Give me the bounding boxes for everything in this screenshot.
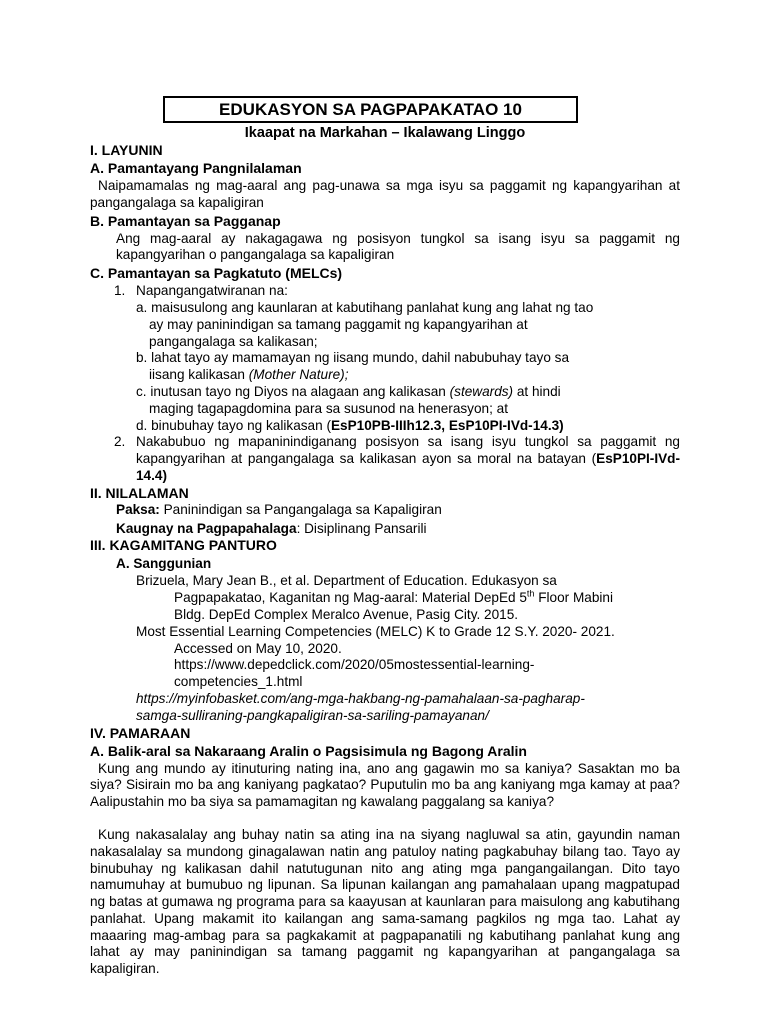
- reference-text: Pagpapakatao, Kaganitan ng Mag-aaral: Material DepEd 5: [174, 590, 527, 606]
- sub-item-text: c. inutusan tayo ng Diyos na alagaan ang kalikasan: [136, 383, 446, 399]
- kaugnay-value: : Disiplinang Pansarili: [296, 520, 427, 536]
- reference-line: Most Essential Learning Competencies (MELC) K to Grade 12 S.Y. 2020- 2021.: [136, 623, 615, 639]
- pamaraan-paragraph-1: Kung ang mundo ay itinuturing nating ina, ano ang gagawin mo sa kaniya? Sasaktan mo ba siya? Sisirain mo ba ang kaniyang pagkatao? Puputulin mo ba ang kaniyang mga kamay at paa? Aalipustahin mo ba siya sa pamamagitan ng kawalang paggalang sa kaniya?: [90, 760, 680, 810]
- competency-code: EsP10PI-IVd-14.4): [136, 451, 680, 483]
- document-title: EDUKASYON SA PAGPAPAKATAO 10: [163, 96, 578, 123]
- kaugnay-label: Kaugnay na Pagpapahalaga: [116, 520, 297, 536]
- sub-item-line: [136, 383, 680, 401]
- item-text: Napangangatwiranan na:: [136, 283, 288, 299]
- item-text: Nakabubuo ng mapaninindiganang posisyon sa isang isyu tungkol sa paggamit ng kapangyarihan at pangangalaga sa kalikasan ayon sa moral na batayan (: [136, 434, 680, 467]
- melc-sub-item-c: [90, 384, 680, 418]
- reference-line: [136, 590, 680, 607]
- melc-item-1: [90, 283, 680, 300]
- pamaraan-paragraph-2: Kung nakasalalay ang buhay natin sa ating ina na siyang nagluwal sa atin, gayundin naman nakasalalay sa mundong ginagalawan natin ang patuloy nating pagkabuhay bilang tao. Tayo ay binubuhay ng kalikasan dahil natutugunan nito ang ating mga pangangailangan. Dito tayo namumuhay at bumubuo ng lipunan. Sa lipunan kailangan ang pamahalaan upang magpatupad ng batas at gumawa ng programa para sa kaayusan at kaunlaran para maisulong ang kabutihang panlahat. Upang makamit ito kailangan ang sama-samang pagkilos ng mga tao. Lahat ay maaaring mag-ambag para sa pagkakamit at pagpapanatili ng kabutihang panlahat kung ang lahat ay may paninindigan sa tamang paggamit ng kapangyarihan at pangangalaga sa kapaligiran.: [90, 826, 680, 977]
- paksa-line: [90, 502, 680, 519]
- sub-item-line: ay may paninindigan sa tamang paggamit ng kapangyarihan at: [149, 316, 528, 332]
- melc-item-2: [90, 434, 680, 484]
- pamantayang-pangnilalaman-text: Naipamamalas ng mag-aaral ang pag-unawa sa mga isyu sa paggamit ng kapangyarihan at pangangalaga sa kapaligiran: [90, 178, 680, 210]
- balik-aral-heading: A. Balik-aral sa Nakaraang Aralin o Pagsisimula ng Bagong Aralin: [90, 742, 527, 759]
- pamantayan-sa-pagganap-text: Ang mag-aaral ay nakagagawa ng posisyon tungkol sa isang isyu sa paggamit ng kapangyarihan o pangangalaga sa kapaligiran: [116, 230, 680, 263]
- sub-item-italic: (stewards): [449, 383, 514, 399]
- sub-item-text: at hindi: [516, 383, 561, 399]
- paragraph-gap: [90, 811, 680, 827]
- sub-item-line: pangangalaga sa kalikasan;: [149, 333, 318, 349]
- sanggunian-heading: A. Sanggunian: [116, 556, 212, 572]
- competency-code: EsP10PB-IIIh12.3, EsP10PI-IVd-14.3): [330, 417, 564, 433]
- sub-item-line: a. maisusulong ang kaunlaran at kabutihang panlahat kung ang lahat ng tao: [136, 299, 594, 315]
- reference-url: https://www.depedclick.com/2020/05mostessential-learning-: [174, 657, 535, 673]
- document-page: [90, 96, 680, 978]
- subsection-b-heading: B. Pamantayan sa Pagganap: [90, 212, 281, 229]
- reference-url: https://myinfobasket.com/ang-mga-hakbang-ng-pamahalaan-sa-pagharap-: [136, 690, 585, 706]
- sub-item-line: [136, 417, 680, 435]
- reference-line: Bldg. DepEd Complex Meralco Avenue, Pasig City. 2015.: [174, 606, 519, 622]
- reference-2: [90, 624, 680, 691]
- reference-text: Floor Mabini: [534, 590, 614, 606]
- item-number: 2.: [114, 434, 126, 450]
- melc-sub-item-b: [90, 350, 680, 384]
- sub-item-text: d. binubuhay tayo ng kalikasan (: [136, 417, 331, 433]
- sub-item-line: b. lahat tayo ay mamamayan ng iisang mundo, dahil nabubuhay tayo sa: [136, 350, 570, 366]
- melc-sub-item-d: [90, 418, 680, 435]
- reference-url: samga-sulliraning-pangkapaligiran-sa-sariling-pamayanan/: [136, 707, 489, 723]
- paksa-label: Paksa:: [116, 501, 160, 517]
- paksa-value: Paninindigan sa Pangangalaga sa Kapaligiran: [159, 501, 442, 517]
- reference-3: [90, 691, 680, 725]
- kaugnay-line: [90, 521, 680, 538]
- section-pamaraan-heading: IV. PAMARAAN: [90, 724, 191, 741]
- section-nilalaman-heading: II. NILALAMAN: [90, 484, 189, 501]
- item-number: 1.: [114, 283, 126, 299]
- sub-item-line: maging tagapagdomina para sa susunod na henerasyon; at: [149, 400, 508, 416]
- reference-1: [90, 573, 680, 623]
- subsection-c-heading: C. Pamantayan sa Pagkatuto (MELCs): [90, 265, 343, 282]
- reference-line: Brizuela, Mary Jean B., et al. Department of Education. Edukasyon sa: [136, 573, 557, 589]
- document-subtitle: Ikaapat na Markahan – Ikalawang Linggo: [244, 125, 526, 141]
- melc-sub-item-a: [90, 300, 680, 350]
- subsection-a-heading: A. Pamantayang Pangnilalaman: [90, 160, 302, 176]
- sub-item-text: iisang kalikasan: [149, 367, 245, 383]
- superscript: th: [526, 588, 535, 599]
- reference-url: competencies_1.html: [174, 674, 303, 690]
- section-kagamitan-heading: III. KAGAMITANG PANTURO: [90, 537, 277, 554]
- section-layunin-heading: I. LAYUNIN: [90, 142, 163, 158]
- reference-line: Accessed on May 10, 2020.: [174, 640, 342, 656]
- sub-item-line: [149, 367, 680, 384]
- sub-item-italic: (Mother Nature);: [248, 367, 349, 383]
